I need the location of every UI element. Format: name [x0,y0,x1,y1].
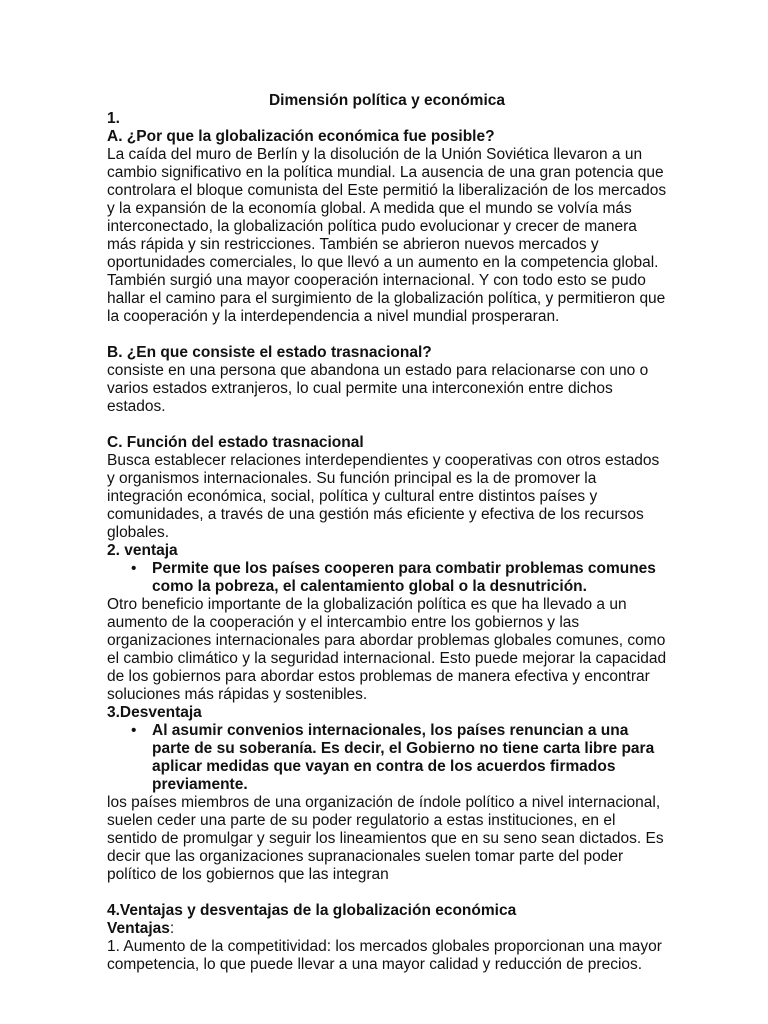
section-4-heading: 4.Ventajas y desventajas de la globalización económica [107,902,517,919]
ventajas-line [107,920,667,938]
spacer [107,416,667,434]
ventajas-label: Ventajas [107,920,170,937]
section-2-body: Otro beneficio importante de la globalización política es que ha llevado a un aumento de la cooperación y el intercambio entre los gobiernos y las organizaciones internacionales para abordar problemas globales comunes, como el cambio climático y la seguridad internacional. Esto puede mejorar la capacidad de los gobiernos para abordar estos problemas de manera efectiva y encontrar soluciones más rápidas y sostenibles. [107,596,667,703]
document-title: Dimensión política y económica [268,92,505,109]
document-content [107,92,667,974]
section-a-heading: A. ¿Por que la globalización económica fue posible? [107,128,495,145]
section-b-body: consiste en una persona que abandona un estado para relacionarse con uno o varios estados extranjeros, lo cual permite una interconexión entre dichos estados. [107,362,649,415]
ventajas-colon: : [169,920,175,937]
section-3-bullet-list [107,722,667,794]
spacer [107,326,667,344]
section-2-heading: 2. ventaja [107,542,178,559]
section-a-body: La caída del muro de Berlín y la disolución de la Unión Soviética llevaron a un cambio significativo en la política mundial. La ausencia de una gran potencia que controlara el bloque comunista del Este permitió la liberalización de los mercados y la expansión de la economía global. A medida que el mundo se volvía más interconectado, la globalización política pudo evolucionar y crecer de manera más rápida y sin restricciones. También se abrieron nuevos mercados y oportunidades comerciales, lo que llevó a un aumento en la competencia global. También surgió una mayor cooperación internacional. Y con todo esto se pudo hallar el camino para el surgimiento de la globalización política, y permitieron que la cooperación y la interdependencia a nivel mundial prosperaran. [107,146,667,325]
section-2-bullet: • Permite que los países cooperen para combatir problemas comunes como la pobreza, el calentamiento global o la desnutrición. [107,560,667,596]
section-c-heading: C. Función del estado trasnacional [107,434,364,451]
section-2-bullet-list [107,560,667,596]
section-3-bullet: • Al asumir convenios internacionales, los países renuncian a una parte de su soberanía. Es decir, el Gobierno no tiene carta libre para aplicar medidas que vayan en contra de los acuerdos firmados previamente. [107,722,667,794]
section-4-item-1: 1. Aumento de la competitividad: los mercados globales proporcionan una mayor competencia, lo que puede llevar a una mayor calidad y reducción de precios. [107,938,662,973]
spacer [107,884,667,902]
section-1-number: 1. [107,110,120,127]
section-c-body: Busca establecer relaciones interdependientes y cooperativas con otros estados y organismos internacionales. Su función principal es la de promover la integración económica, social, política y cultural entre distintos países y comunidades, a través de una gestión más eficiente y efectiva de los recursos globales. [107,452,660,541]
section-3-body: los países miembros de una organización de índole político a nivel internacional, suelen ceder una parte de su poder regulatorio a estas instituciones, en el sentido de promulgar y seguir los lineamientos que en su seno sean dictados. Es decir que las organizaciones supranacionales suelen tomar parte del poder político de los gobiernos que las integran [107,794,664,883]
section-b-heading: B. ¿En que consiste el estado trasnacional? [107,344,432,361]
section-3-heading: 3.Desventaja [107,704,202,721]
